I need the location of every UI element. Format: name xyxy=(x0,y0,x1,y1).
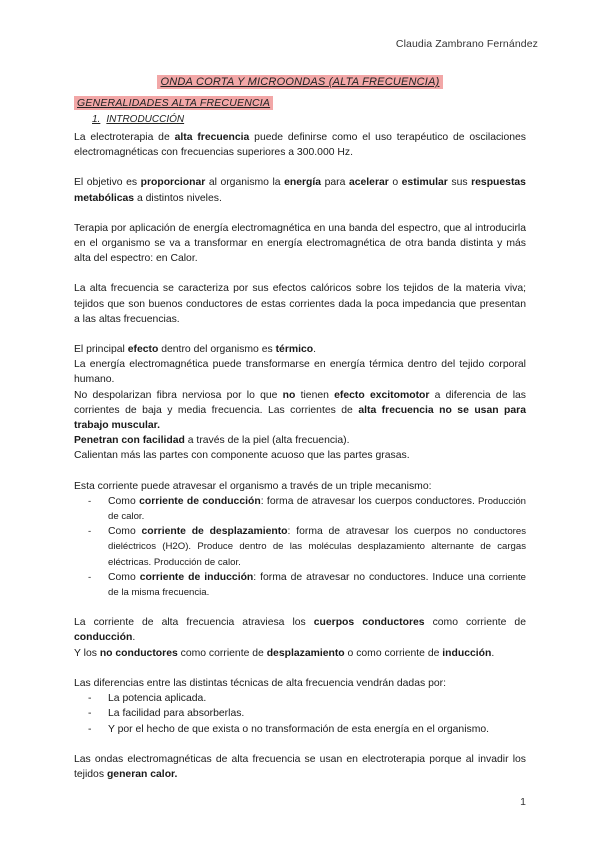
text: . xyxy=(132,632,136,644)
paragraph-5-line-4 xyxy=(74,433,526,448)
text: No despolarizan fibra nerviosa por lo que xyxy=(74,389,283,401)
text: tienen xyxy=(295,389,335,401)
text: para xyxy=(321,177,349,189)
section-heading xyxy=(92,114,184,125)
text: Las ondas electromagnéticas de alta frecuencia se usan en electroterapia porque al invadir los tejidos xyxy=(74,753,526,780)
text: Producción de calor. xyxy=(108,495,527,523)
bold-text: estimular xyxy=(401,177,448,189)
mechanism-list xyxy=(74,494,526,600)
text: Como xyxy=(108,495,140,507)
text: a distintos niveles. xyxy=(134,192,222,204)
list-item xyxy=(74,494,526,524)
bold-text: no conductores xyxy=(99,647,178,659)
text: a diferencia de las corrientes de baja y media frecuencia. Las corrientes de xyxy=(74,389,526,416)
paragraph-5-line-2: La energía electromagnética puede transformarse en energía térmica dentro del tejido corporal humano. xyxy=(74,359,526,386)
text: El principal xyxy=(74,344,128,356)
bold-text: inducción xyxy=(442,647,492,659)
list-item: - La potencia aplicada. xyxy=(74,691,526,706)
text: o como corriente de xyxy=(344,647,443,659)
paragraph-9 xyxy=(74,752,526,782)
text: Como xyxy=(108,571,140,583)
document-title: ONDA CORTA Y MICROONDAS (ALTA FRECUENCIA) xyxy=(157,75,444,89)
text: El objetivo es xyxy=(74,177,141,189)
bold-text: acelerar xyxy=(348,177,389,189)
list-item: - Y por el hecho de que exista o no transformación de esta energía en el organismo. xyxy=(74,722,526,737)
author-name: Claudia Zambrano Fernández xyxy=(395,38,538,50)
text: . xyxy=(313,344,317,356)
differences-list xyxy=(74,691,526,737)
bold-text: Penetran con facilidad xyxy=(74,435,185,447)
paragraph-7-line-2 xyxy=(74,646,526,661)
bold-text: alta frecuencia xyxy=(174,132,250,143)
text: La electroterapia de xyxy=(74,132,175,143)
paragraph-3: Terapia por aplicación de energía electromagnética en una banda del espectro, que al introducirla en el organismo se va a transformar en energía electromagnética de otra banda distinta y más alta del espectro: en Calor. xyxy=(74,222,526,265)
bold-text: conducción xyxy=(74,632,133,644)
paragraph-1 xyxy=(74,130,526,160)
bold-text: efecto excitomotor xyxy=(334,389,430,401)
page-number: 1 xyxy=(520,796,526,808)
document-subtitle: GENERALIDADES ALTA FRECUENCIA xyxy=(74,96,273,110)
bold-text: desplazamiento xyxy=(266,647,345,659)
text: : forma de atravesar los cuerpos conductores. xyxy=(260,495,475,507)
paragraph-5-line-5: Calientan más las partes con componente acuoso que las partes grasas. xyxy=(74,450,410,462)
bold-text: cuerpos conductores xyxy=(313,617,425,629)
text: al organismo la xyxy=(205,177,285,189)
title-wrap xyxy=(0,72,600,90)
text: Como xyxy=(108,526,142,538)
text: como corriente de xyxy=(177,647,267,659)
text: a través de la piel (alta frecuencia). xyxy=(184,435,350,447)
section-label: INTRODUCCIÓN xyxy=(106,114,185,125)
text: dentro del organismo es xyxy=(158,344,276,356)
paragraph-4: La alta frecuencia se caracteriza por sus efectos calóricos sobre los tejidos de la materia viva; tejidos que son buenos conductores de estas corrientes dada la poca impedancia que presentan a las altas frecuencias. xyxy=(74,283,526,325)
bold-text: corriente de inducción xyxy=(139,571,254,583)
text: o xyxy=(388,177,402,189)
text: : forma de atravesar los cuerpos no xyxy=(287,526,469,538)
text: La corriente de alta frecuencia atraviesa los xyxy=(74,617,314,629)
text: conductores dieléctricos (H2O). Produce dentro de las moléculas desplazamiento alternante de cargas eléctricas. Producción de calor. xyxy=(108,526,527,568)
bold-text: térmico xyxy=(275,344,314,356)
list-item: - La facilidad para absorberlas. xyxy=(74,706,526,721)
paragraph-5-line-3 xyxy=(74,388,526,434)
bold-text: generan calor. xyxy=(106,768,178,780)
paragraph-2 xyxy=(74,175,526,205)
document-body xyxy=(74,130,526,782)
section-number: 1. xyxy=(92,114,101,125)
bold-text: respuestas metabólicas xyxy=(74,177,526,204)
bold-text: proporcionar xyxy=(140,177,206,189)
paragraph-7 xyxy=(74,615,526,645)
bold-text: no xyxy=(282,389,296,401)
paragraph-8-intro: Las diferencias entre las distintas técnicas de alta frecuencia vendrán dadas por: xyxy=(74,677,446,689)
text: : forma de atravesar no conductores. Induce una xyxy=(253,571,485,583)
list-item xyxy=(74,524,526,570)
paragraph-5-line-1 xyxy=(74,342,526,357)
text: corriente de la misma frecuencia. xyxy=(108,571,527,599)
bold-text: corriente de conducción xyxy=(139,495,261,507)
text: puede definirse como el uso terapéutico de oscilaciones electromagnéticas con frecuencias superiores a 300.000 Hz. xyxy=(74,132,527,159)
text: sus xyxy=(447,177,472,189)
list-item xyxy=(74,570,526,600)
bold-text: energía xyxy=(284,177,322,189)
text: Y los xyxy=(74,647,100,659)
text: . xyxy=(491,647,495,659)
bold-text: corriente de desplazamiento xyxy=(141,526,288,538)
bold-text: alta frecuencia no se usan para trabajo muscular. xyxy=(74,404,526,432)
paragraph-6-intro: Esta corriente puede atravesar el organismo a través de un triple mecanismo: xyxy=(74,480,432,492)
text: como corriente de xyxy=(424,617,526,629)
bold-text: efecto xyxy=(127,344,159,356)
